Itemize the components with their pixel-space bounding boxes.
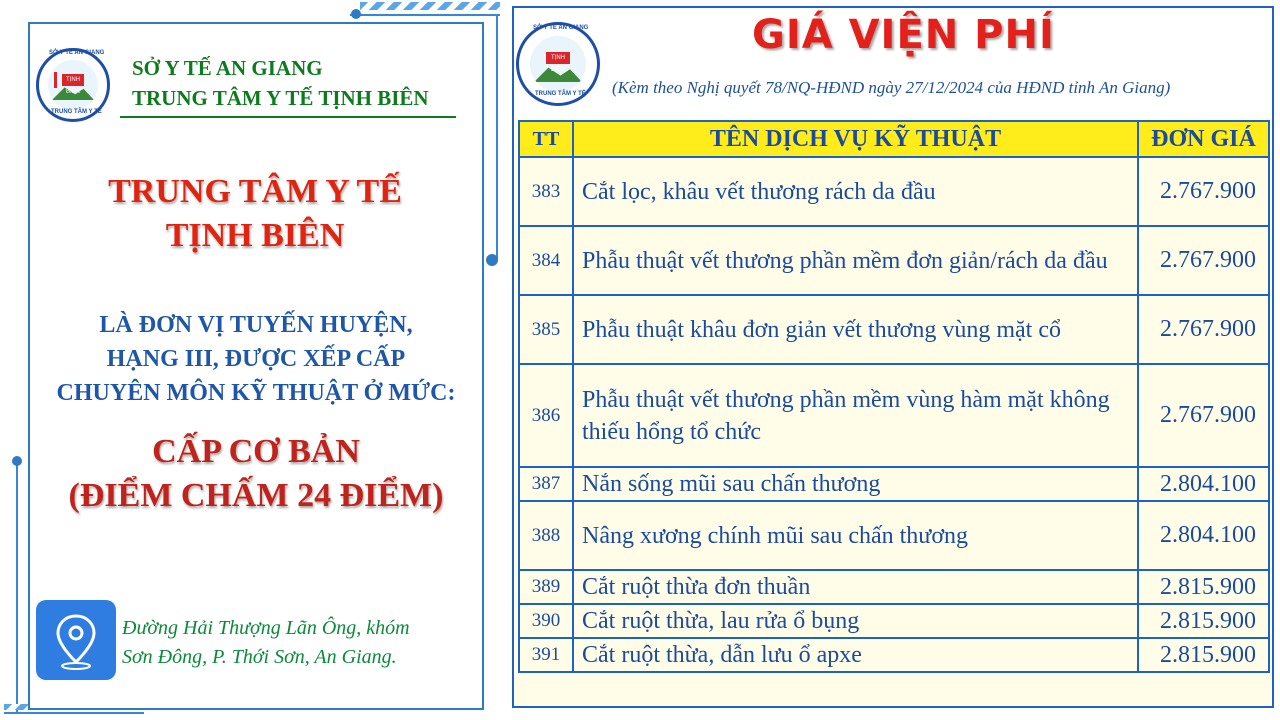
description-line3: CHUYÊN MÔN KỸ THUẬT Ở MỨC: (56, 380, 456, 406)
service-price: 2.815.900 (1138, 604, 1269, 638)
table-row (519, 467, 1269, 501)
level-line1: CẤP CƠ BẢN (152, 433, 360, 470)
service-price: 2.767.900 (1138, 226, 1269, 295)
row-number: 390 (519, 604, 573, 638)
location-pin-icon (36, 600, 116, 680)
service-price: 2.815.900 (1138, 570, 1269, 604)
service-name: Cắt ruột thừa, lau rửa ổ bụng (573, 604, 1138, 638)
description-line2: HẠNG III, ĐƯỢC XẾP CẤP (106, 346, 406, 372)
table-row (519, 157, 1269, 226)
table-row (519, 501, 1269, 570)
logo-top-text: SỞ Y TẾ AN GIANG (49, 50, 105, 56)
service-name: Nâng xương chính mũi sau chấn thương (573, 501, 1138, 570)
logo-mid-text: TỊNH BIÊN (546, 52, 570, 64)
logo-bottom-text: TRUNG TÂM Y TẾ (535, 91, 586, 97)
address-line1: Đường Hải Thượng Lãn Ông, khóm (122, 617, 410, 639)
column-header-service: TÊN DỊCH VỤ KỸ THUẬT (573, 121, 1138, 157)
logo-mid-text: TỊNH BIÊN (62, 74, 84, 86)
address (122, 614, 472, 672)
service-name: Nắn sống mũi sau chấn thương (573, 467, 1138, 501)
row-number: 384 (519, 226, 573, 295)
department-name: SỞ Y TẾ AN GIANG (132, 56, 323, 80)
logo-bottom-text: TRUNG TÂM Y TẾ (51, 109, 102, 115)
service-name: Cắt ruột thừa đơn thuần (573, 570, 1138, 604)
center-title-line1: TRUNG TÂM Y TẾ (108, 173, 402, 210)
service-name: Phẫu thuật khâu đơn giản vết thương vùng mặt cổ (573, 295, 1138, 364)
service-price: 2.767.900 (1138, 364, 1269, 467)
service-price: 2.804.100 (1138, 467, 1269, 501)
service-price: 2.767.900 (1138, 295, 1269, 364)
page-subtitle: (Kèm theo Nghị quyết 78/NQ-HĐND ngày 27/12/2024 của HĐND tỉnh An Giang) (612, 78, 1171, 97)
row-number: 385 (519, 295, 573, 364)
service-name: Phẫu thuật vết thương phần mềm vùng hàm mặt không thiếu hổng tổ chức (573, 364, 1138, 467)
hospital-logo-right (516, 22, 600, 106)
page-title: GIÁ VIỆN PHÍ (752, 12, 1055, 58)
level-line2: (ĐIỂM CHẤM 24 ĐIỂM) (68, 477, 444, 514)
row-number: 388 (519, 501, 573, 570)
decorative-dot (12, 456, 22, 466)
decorative-line (4, 712, 144, 714)
decorative-line (350, 14, 500, 16)
decorative-line (496, 14, 498, 260)
row-number: 383 (519, 157, 573, 226)
logo-emblem (48, 60, 98, 110)
column-header-tt: TT (519, 121, 573, 157)
table-row (519, 295, 1269, 364)
service-name: Cắt lọc, khâu vết thương rách da đầu (573, 157, 1138, 226)
service-name: Cắt ruột thừa, dẫn lưu ổ apxe (573, 638, 1138, 672)
logo-top-text: SỞ Y TẾ AN GIANG (533, 25, 589, 31)
row-number: 386 (519, 364, 573, 467)
decorative-dot (486, 254, 498, 266)
hospital-logo (36, 48, 110, 122)
table-row (519, 364, 1269, 467)
service-price: 2.767.900 (1138, 157, 1269, 226)
center-title-line2: TỊNH BIÊN (165, 217, 345, 254)
decorative-dot (351, 9, 361, 19)
service-price: 2.804.100 (1138, 501, 1269, 570)
table-row (519, 638, 1269, 672)
logo-emblem (530, 36, 586, 92)
row-number: 391 (519, 638, 573, 672)
row-number: 387 (519, 467, 573, 501)
address-line2: Sơn Đông, P. Thới Sơn, An Giang. (122, 646, 397, 668)
table-row (519, 570, 1269, 604)
column-header-price: ĐƠN GIÁ (1138, 121, 1269, 157)
decorative-line (16, 462, 18, 712)
price-table (518, 120, 1270, 673)
row-number: 389 (519, 570, 573, 604)
decorative-stripe (360, 2, 500, 10)
header-divider (120, 116, 456, 118)
service-price: 2.815.900 (1138, 638, 1269, 672)
table-row (519, 604, 1269, 638)
table-header-row (519, 121, 1269, 157)
table-row (519, 226, 1269, 295)
center-name: TRUNG TÂM Y TẾ TỊNH BIÊN (132, 86, 429, 110)
description-line1: LÀ ĐƠN VỊ TUYẾN HUYỆN, (99, 312, 413, 338)
service-name: Phẫu thuật vết thương phần mềm đơn giản/rách da đầu (573, 226, 1138, 295)
